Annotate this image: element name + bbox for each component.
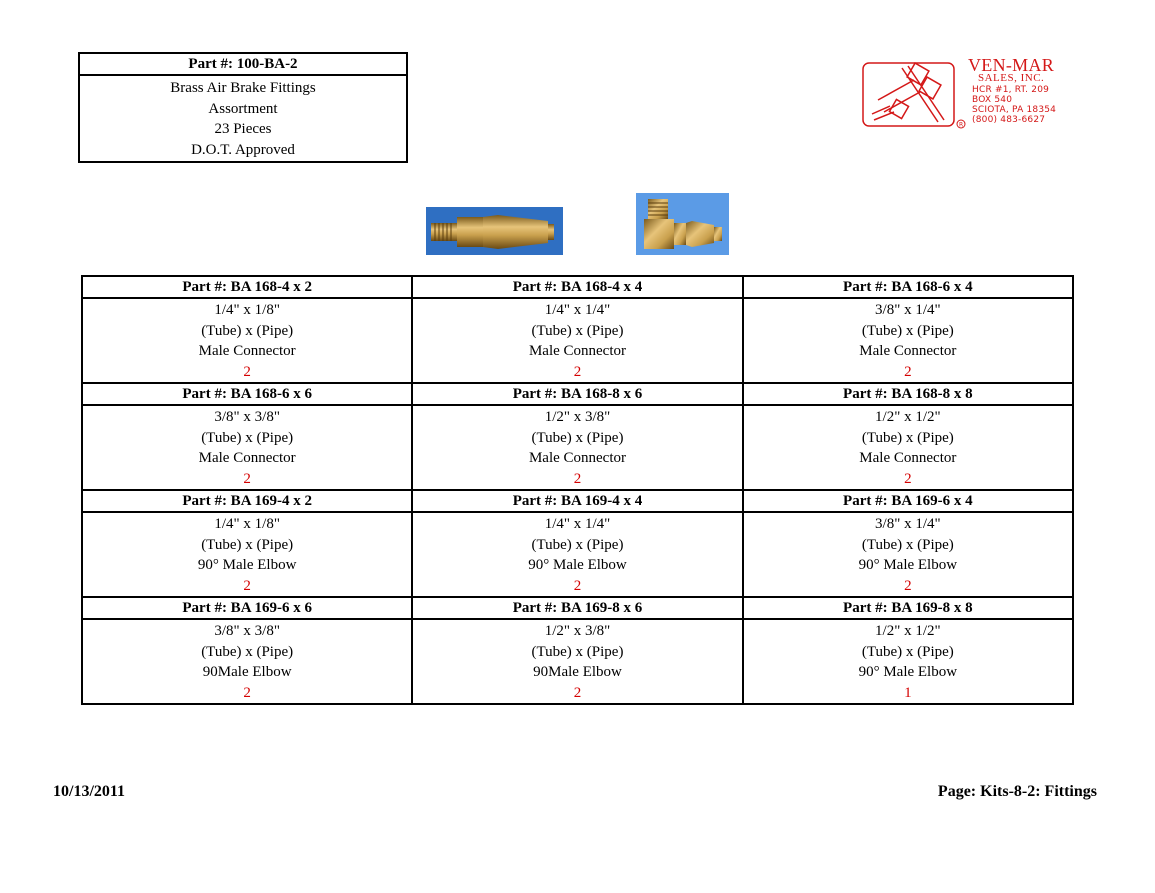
fittings-table [81, 275, 1074, 705]
fitting-description: 90° Male Elbow [858, 557, 958, 573]
part-number-cell: Part #: BA 168-8 x 8 [743, 383, 1073, 405]
fitting-details-cell [412, 512, 742, 597]
fitting-details-cell [743, 298, 1073, 383]
kit-description-line: D.O.T. Approved [191, 141, 295, 158]
kit-description-line: 23 Pieces [214, 121, 272, 137]
fitting-size: 3/8" x 3/8" [214, 409, 280, 425]
part-number-cell: Part #: BA 168-6 x 4 [743, 276, 1073, 298]
logo-address-line: HCR #1, RT. 209 [972, 85, 1050, 95]
fitting-type: (Tube) x (Pipe) [861, 536, 954, 553]
fitting-quantity: 2 [573, 470, 582, 487]
fitting-type: (Tube) x (Pipe) [861, 322, 954, 339]
fitting-description: 90Male Elbow [202, 664, 292, 680]
fitting-description: Male Connector [859, 450, 957, 466]
part-number-cell: Part #: BA 168-4 x 4 [412, 276, 742, 298]
fitting-type: (Tube) x (Pipe) [531, 643, 624, 660]
male-elbow-photo [636, 193, 729, 255]
part-number-cell: Part #: BA 169-6 x 4 [743, 490, 1073, 512]
fitting-description: 90° Male Elbow [858, 664, 958, 680]
logo-address-line: BOX 540 [972, 95, 1013, 105]
fitting-description: Male Connector [528, 450, 627, 466]
fitting-quantity: 2 [904, 577, 912, 594]
fitting-size: 1/4" x 1/4" [544, 302, 611, 318]
fitting-type: (Tube) x (Pipe) [531, 322, 624, 339]
company-logo [862, 56, 1084, 132]
fitting-size: 1/2" x 1/2" [875, 623, 941, 639]
logo-address-line: (800) 483-6627 [972, 115, 1046, 125]
fitting-description: Male Connector [859, 343, 957, 359]
fitting-size: 1/4" x 1/8" [214, 516, 280, 532]
fitting-size: 3/8" x 1/4" [875, 302, 941, 318]
part-number-cell: Part #: BA 168-4 x 2 [82, 276, 412, 298]
fitting-size: 1/2" x 3/8" [544, 409, 611, 425]
logo-fitting-icon [862, 62, 970, 130]
kit-description [80, 76, 406, 161]
fitting-size: 1/2" x 3/8" [544, 623, 611, 639]
fitting-details-row [82, 298, 1073, 383]
fitting-type: (Tube) x (Pipe) [861, 429, 954, 446]
fitting-size: 1/2" x 1/2" [875, 409, 941, 425]
fitting-quantity: 2 [243, 363, 251, 380]
fitting-description: 90° Male Elbow [197, 557, 297, 573]
fitting-quantity: 2 [904, 470, 912, 487]
fitting-size: 1/4" x 1/8" [214, 302, 280, 318]
kit-header-box [78, 52, 408, 163]
fitting-description: 90° Male Elbow [528, 557, 627, 573]
part-number-cell: Part #: BA 169-8 x 6 [412, 597, 742, 619]
fitting-description: 90Male Elbow [533, 664, 622, 680]
fitting-quantity: 2 [573, 363, 582, 380]
fitting-description: Male Connector [528, 343, 627, 359]
fitting-details-cell [743, 619, 1073, 704]
fitting-size: 1/4" x 1/4" [544, 516, 611, 532]
fitting-quantity: 2 [573, 577, 582, 594]
fitting-type: (Tube) x (Pipe) [201, 643, 294, 660]
fitting-details-cell [82, 619, 412, 704]
part-number-cell: Part #: BA 169-4 x 2 [82, 490, 412, 512]
fitting-details-cell [82, 405, 412, 490]
fitting-details-cell [743, 405, 1073, 490]
part-number-row [82, 490, 1073, 512]
fitting-details-cell [412, 298, 742, 383]
part-number-cell: Part #: BA 169-8 x 8 [743, 597, 1073, 619]
logo-brand-name: VEN-MAR [968, 55, 1055, 75]
kit-description-line: Assortment [208, 100, 278, 117]
svg-text:R: R [959, 121, 964, 129]
fitting-details-cell [743, 512, 1073, 597]
fitting-details-cell [82, 298, 412, 383]
fitting-description: Male Connector [198, 343, 296, 359]
footer-date: 10/13/2011 [53, 783, 126, 800]
fitting-details-cell [82, 512, 412, 597]
logo-address-line: SCIOTA, PA 18354 [972, 105, 1057, 115]
footer-page-label: Page: Kits-8-2: Fittings [937, 783, 1097, 800]
part-number-cell: Part #: BA 169-6 x 6 [82, 597, 412, 619]
fitting-description: Male Connector [198, 450, 296, 466]
fitting-quantity: 2 [243, 470, 251, 487]
fitting-details-row [82, 619, 1073, 704]
fitting-details-row [82, 512, 1073, 597]
male-connector-photo [426, 207, 563, 255]
fitting-details-row [82, 405, 1073, 490]
fitting-quantity: 2 [243, 577, 251, 594]
fitting-quantity: 2 [573, 684, 582, 701]
part-number-row [82, 383, 1073, 405]
fitting-type: (Tube) x (Pipe) [201, 322, 294, 339]
fitting-quantity: 1 [904, 684, 912, 701]
part-number-cell: Part #: BA 169-4 x 4 [412, 490, 742, 512]
logo-subtitle: SALES, INC. [978, 72, 1045, 84]
fitting-size: 3/8" x 3/8" [214, 623, 280, 639]
fitting-details-cell [412, 405, 742, 490]
fitting-quantity: 2 [243, 684, 251, 701]
fitting-quantity: 2 [904, 363, 912, 380]
part-number-cell: Part #: BA 168-6 x 6 [82, 383, 412, 405]
kit-description-line: Brass Air Brake Fittings [170, 80, 316, 96]
fitting-type: (Tube) x (Pipe) [201, 429, 294, 446]
fitting-type: (Tube) x (Pipe) [201, 536, 294, 553]
fitting-size: 3/8" x 1/4" [875, 516, 941, 532]
part-number-cell: Part #: BA 168-8 x 6 [412, 383, 742, 405]
fitting-type: (Tube) x (Pipe) [531, 536, 624, 553]
part-number-row [82, 597, 1073, 619]
kit-part-number: Part #: 100-BA-2 [80, 54, 406, 76]
fitting-type: (Tube) x (Pipe) [861, 643, 954, 660]
fitting-details-cell [412, 619, 742, 704]
logo-address [972, 85, 1056, 125]
part-number-row [82, 276, 1073, 298]
fitting-type: (Tube) x (Pipe) [531, 429, 624, 446]
